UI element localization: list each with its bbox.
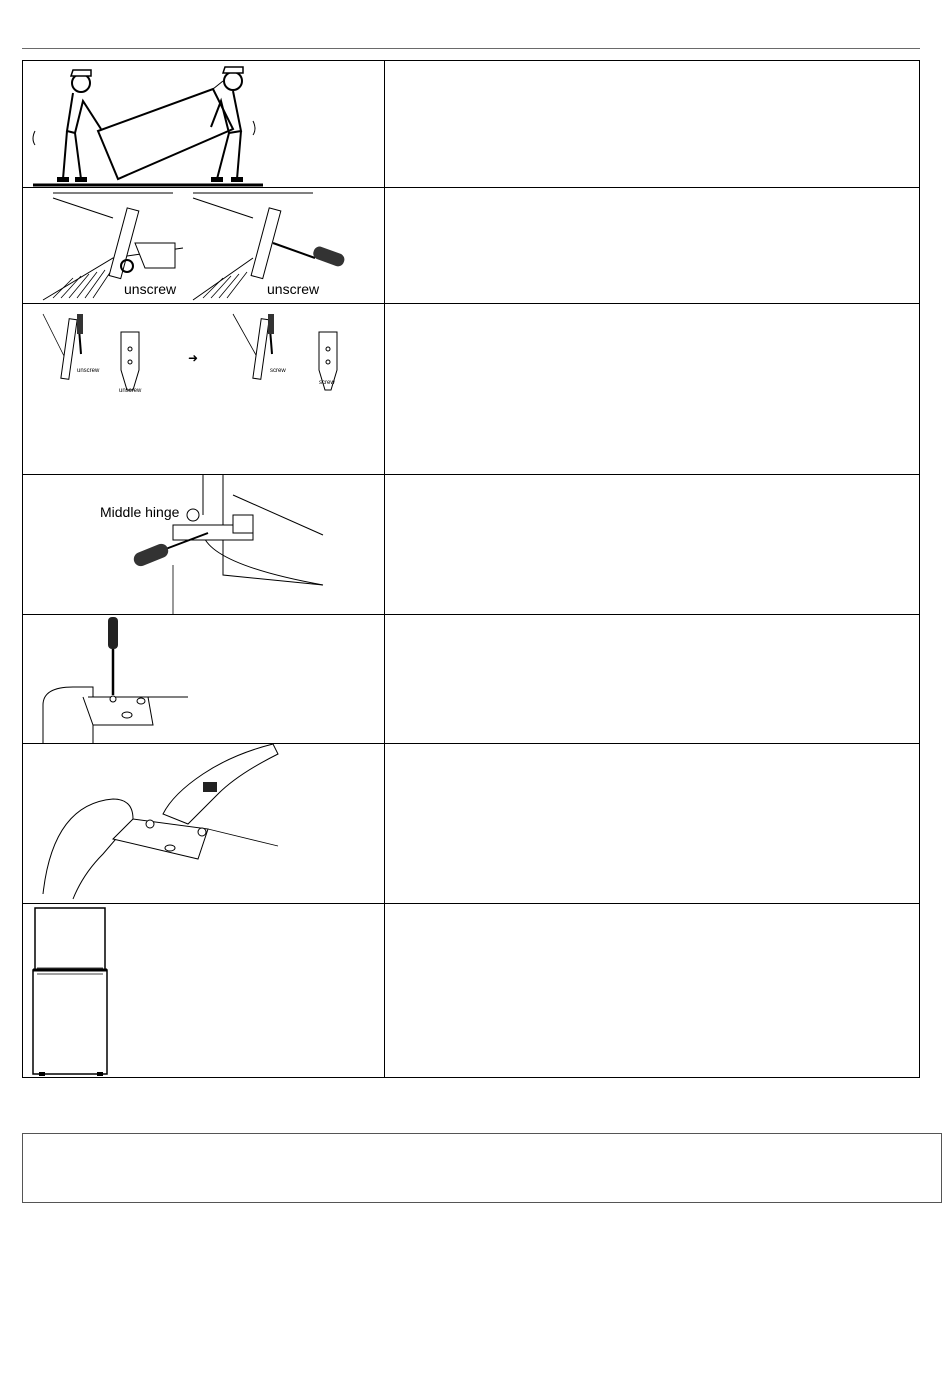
step-3-label-3: screw <box>270 368 286 374</box>
step-7-illustration <box>23 904 385 1077</box>
note-box <box>22 1133 942 1203</box>
step-row-7 <box>23 904 919 1077</box>
step-2-instruction <box>385 188 919 303</box>
step-4-instruction <box>385 475 919 614</box>
screwdriver-bottom-hinge-icon <box>23 615 385 743</box>
arrow-right-icon: ➜ <box>188 351 199 365</box>
step-row-1 <box>23 61 919 188</box>
page-top-rule <box>22 48 920 49</box>
step-5-instruction <box>385 615 919 743</box>
step-row-2 <box>23 188 919 304</box>
step-2-illustration <box>23 188 385 303</box>
middle-hinge-icon <box>23 475 385 614</box>
step-row-5 <box>23 615 919 744</box>
move-hinge-screw-icon <box>23 304 385 474</box>
step-6-instruction <box>385 744 919 903</box>
step-3-instruction <box>385 304 919 474</box>
step-6-illustration <box>23 744 385 903</box>
step-row-4 <box>23 475 919 615</box>
step-3-label-1: unscrew <box>77 368 100 374</box>
bottom-hinge-wrench-icon <box>23 744 385 903</box>
unscrew-top-hinge-icon <box>23 188 385 303</box>
step-4-illustration <box>23 475 385 614</box>
step-row-6 <box>23 744 919 904</box>
step-3-label-2: unscrew <box>119 388 142 394</box>
step-5-illustration <box>23 615 385 743</box>
step-3-label-4: screw <box>319 380 335 386</box>
step-4-label: Middle hinge <box>100 504 180 520</box>
assembled-fridge-icon <box>23 904 385 1077</box>
step-7-instruction <box>385 904 919 1077</box>
step-3-illustration <box>23 304 385 474</box>
door-reversal-steps-table <box>22 60 920 1078</box>
two-workers-carrying-fridge-icon <box>23 61 385 187</box>
step-1-illustration <box>23 61 385 187</box>
step-row-3 <box>23 304 919 475</box>
step-1-instruction <box>385 61 919 187</box>
step-2-label-2: unscrew <box>267 281 320 297</box>
step-2-label-1: unscrew <box>124 281 177 297</box>
